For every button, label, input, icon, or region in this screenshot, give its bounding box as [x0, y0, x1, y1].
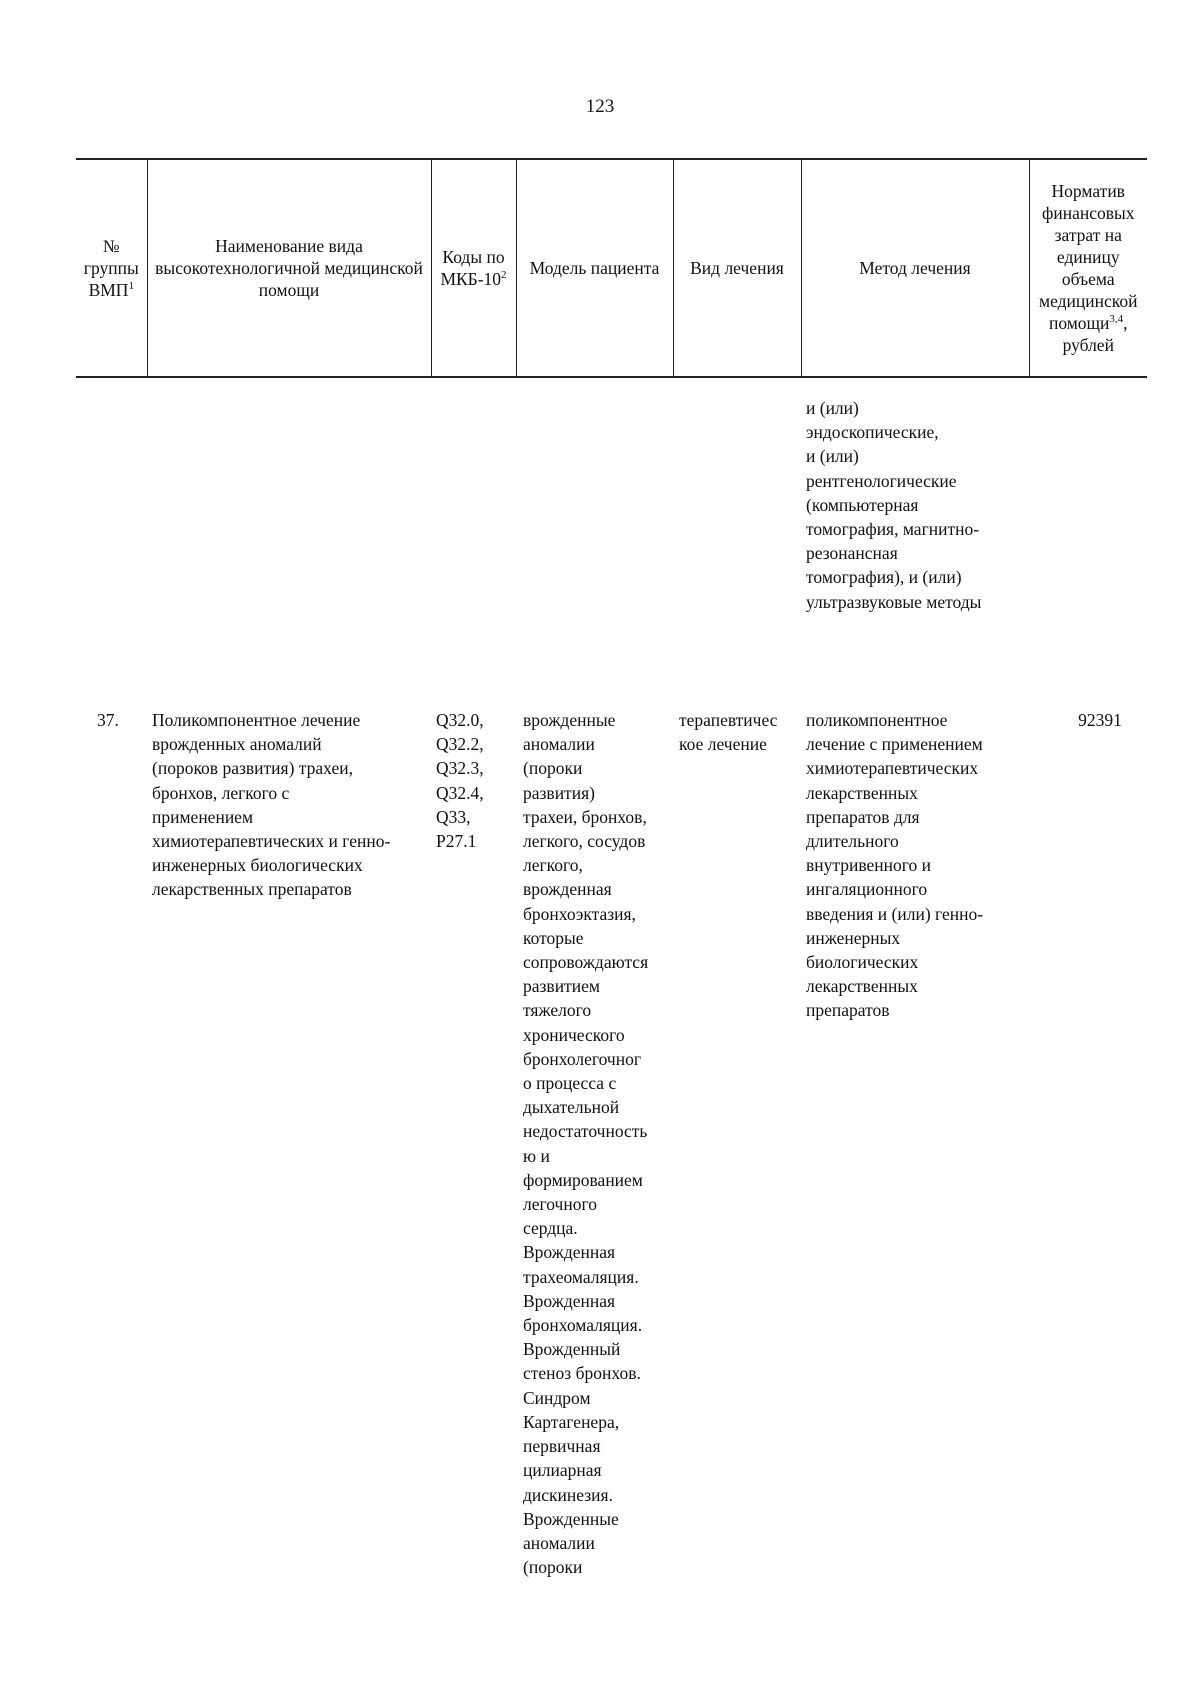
row-number: 37.	[97, 710, 119, 730]
page-number: 123	[585, 96, 615, 117]
row-patient-model: врожденные аномалии (пороки развития) трахеи, бронхов, легкого, сосудов легкого, врожденная бронхоэктазия, которые сопровождаются развитием тяжелого хронического бронхолегочног о процесса с дыхательной недостаточность ю и формированием легочного сердца. Врожденная трахеомаляция. Врожденная бронхомаляция. Врожденный стеноз бронхов. Синдром Картагенера, первичная цилиарная дискинезия. Врожденные аномалии (пороки	[523, 710, 649, 1578]
continued-method-text: и (или) эндоскопические, и (или) рентгенологические (компьютерная томография, магнитно- резонансная томография), и (или) ультразвуковые методы	[806, 398, 982, 612]
header-treatment-method: Метод лечения	[801, 159, 1029, 377]
header-name: Наименование вида высокотехнологичной медицинской помощи	[147, 159, 431, 377]
header-group-number: № группы ВМП$^1$	[76, 159, 147, 377]
table-header	[76, 158, 1147, 378]
row-cost: 92391	[1078, 710, 1122, 730]
row-treatment-method: поликомпонентное лечение с применением химиотерапевтических лекарственных препаратов для длительного внутривенного и ингаляционного введения и (или) генно- инженерных биологических лекарственных препаратов	[806, 710, 984, 1021]
header-patient-model: Модель пациента	[516, 159, 673, 377]
header-treatment-type: Вид лечения	[673, 159, 801, 377]
row-treatment-type: терапевтичес кое лечение	[679, 710, 778, 755]
header-icd-codes: Коды по МКБ-$10^2$	[431, 159, 516, 377]
row-name: Поликомпонентное лечение врожденных аномалий (пороков развития) трахеи, бронхов, легкого с применением химиотерапевтических и генно- инженерных биологических лекарственных препаратов	[152, 710, 391, 900]
header-cost-norm: Норматив финансовых затрат на единицу объема медицинской помощи$^{3,4}$, рублей	[1029, 159, 1147, 377]
row-icd-codes: Q32.0, Q32.2, Q32.3, Q32.4, Q33, P27.1	[436, 710, 484, 852]
